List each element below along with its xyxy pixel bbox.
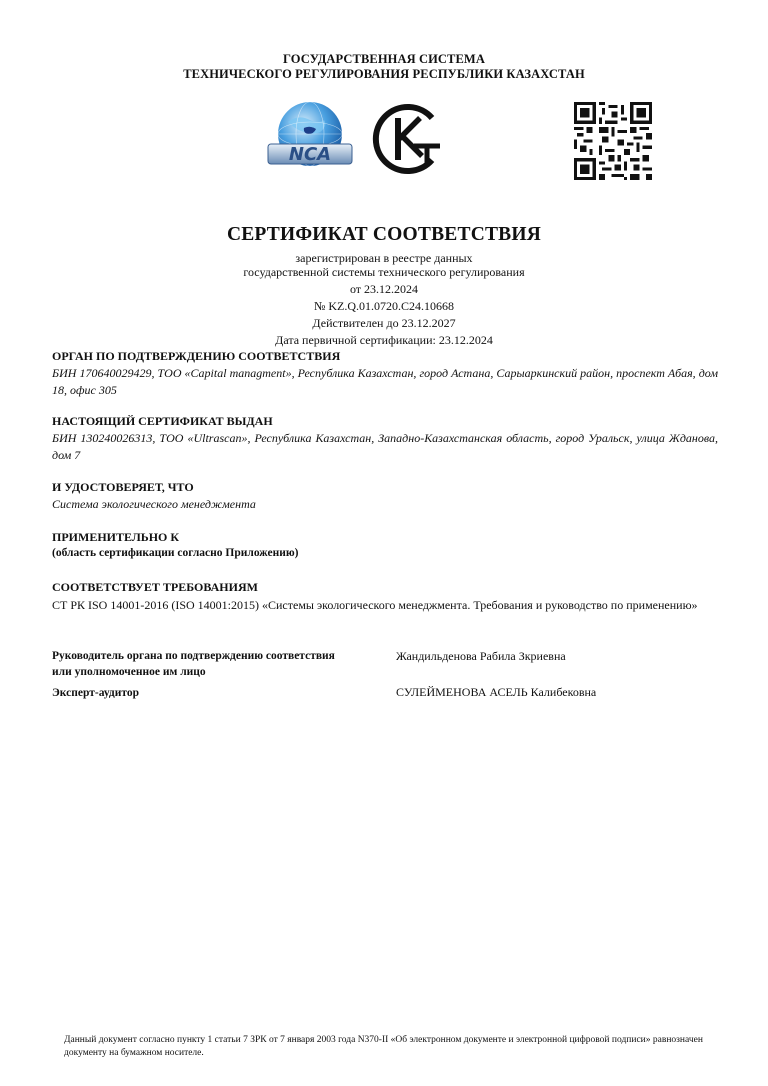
applicable-heading: ПРИМЕНИТЕЛЬНО К <box>52 530 180 544</box>
complies-text: СТ РК ISO 14001-2016 (ISO 14001:2015) «Системы экологического менеджмента. Требования и руководство по применению» <box>52 598 698 612</box>
header-line-1: ГОСУДАРСТВЕННАЯ СИСТЕМА <box>283 52 485 66</box>
registry-line-1: зарегистрирован в реестре данных <box>295 251 473 265</box>
registry-date: от 23.12.2024 <box>349 282 419 296</box>
auditor-name: СУЛЕЙМЕНОВА АСЕЛЬ Калибековна <box>396 685 597 699</box>
certificate-number: № KZ.Q.01.0720.C24.10668 <box>313 299 455 313</box>
issued-to-heading: НАСТОЯЩИЙ СЕРТИФИКАТ ВЫДАН <box>52 414 273 428</box>
footer-legal-note: Данный документ согласно пункту 1 статьи 7 ЗРК от 7 января 2003 года N370-II «Об электронном документе и электронной цифровой подписи» равнозначен документу на бумажном носителе. <box>64 1035 703 1058</box>
qr-code <box>572 102 654 180</box>
certifies-heading: И УДОСТОВЕРЯЕТ, ЧТО <box>52 480 194 494</box>
certificate-title: СЕРТИФИКАТ СООТВЕТСТВИЯ <box>226 224 542 245</box>
complies-heading: СООТВЕТСТВУЕТ ТРЕБОВАНИЯМ <box>52 580 258 594</box>
applicable-text: (область сертификации согласно Приложению) <box>52 547 299 559</box>
valid-until: Действителен до 23.12.2027 <box>312 316 456 330</box>
organ-heading: ОРГАН ПО ПОДТВЕРЖДЕНИЮ СООТВЕТСТВИЯ <box>52 349 341 363</box>
header-line-2: ТЕХНИЧЕСКОГО РЕГУЛИРОВАНИЯ РЕСПУБЛИКИ КАЗАХСТАН <box>183 67 585 81</box>
nca-logo-text: NCA <box>288 144 332 165</box>
first-certification-date: Дата первичной сертификации: 23.12.2024 <box>275 333 493 347</box>
head-signatory-label: Руководитель органа по подтверждению соответствия или уполномоченное им лицо <box>52 650 335 678</box>
registry-line-2: государственной системы технического регулирования <box>243 265 525 279</box>
issued-to-text: БИН 130240026313, ТОО «Ultrascan», Республика Казахстан, Западно-Казахстанская область, город Уральск, улица Жданова, дом 7 <box>52 431 718 462</box>
certifies-text: Система экологического менеджмента <box>52 497 256 511</box>
kz-conformity-mark-icon <box>372 102 446 176</box>
head-signatory-name: Жандильденова Рабила Зкриевна <box>396 649 566 663</box>
organ-text: БИН 170640029429, ТОО «Capital managment», Республика Казахстан, город Астана, Сарыаркинский район, проспект Абая, дом 18, офис 305 <box>52 366 718 397</box>
auditor-label: Эксперт-аудитор <box>52 687 139 699</box>
nca-logo <box>264 100 356 178</box>
